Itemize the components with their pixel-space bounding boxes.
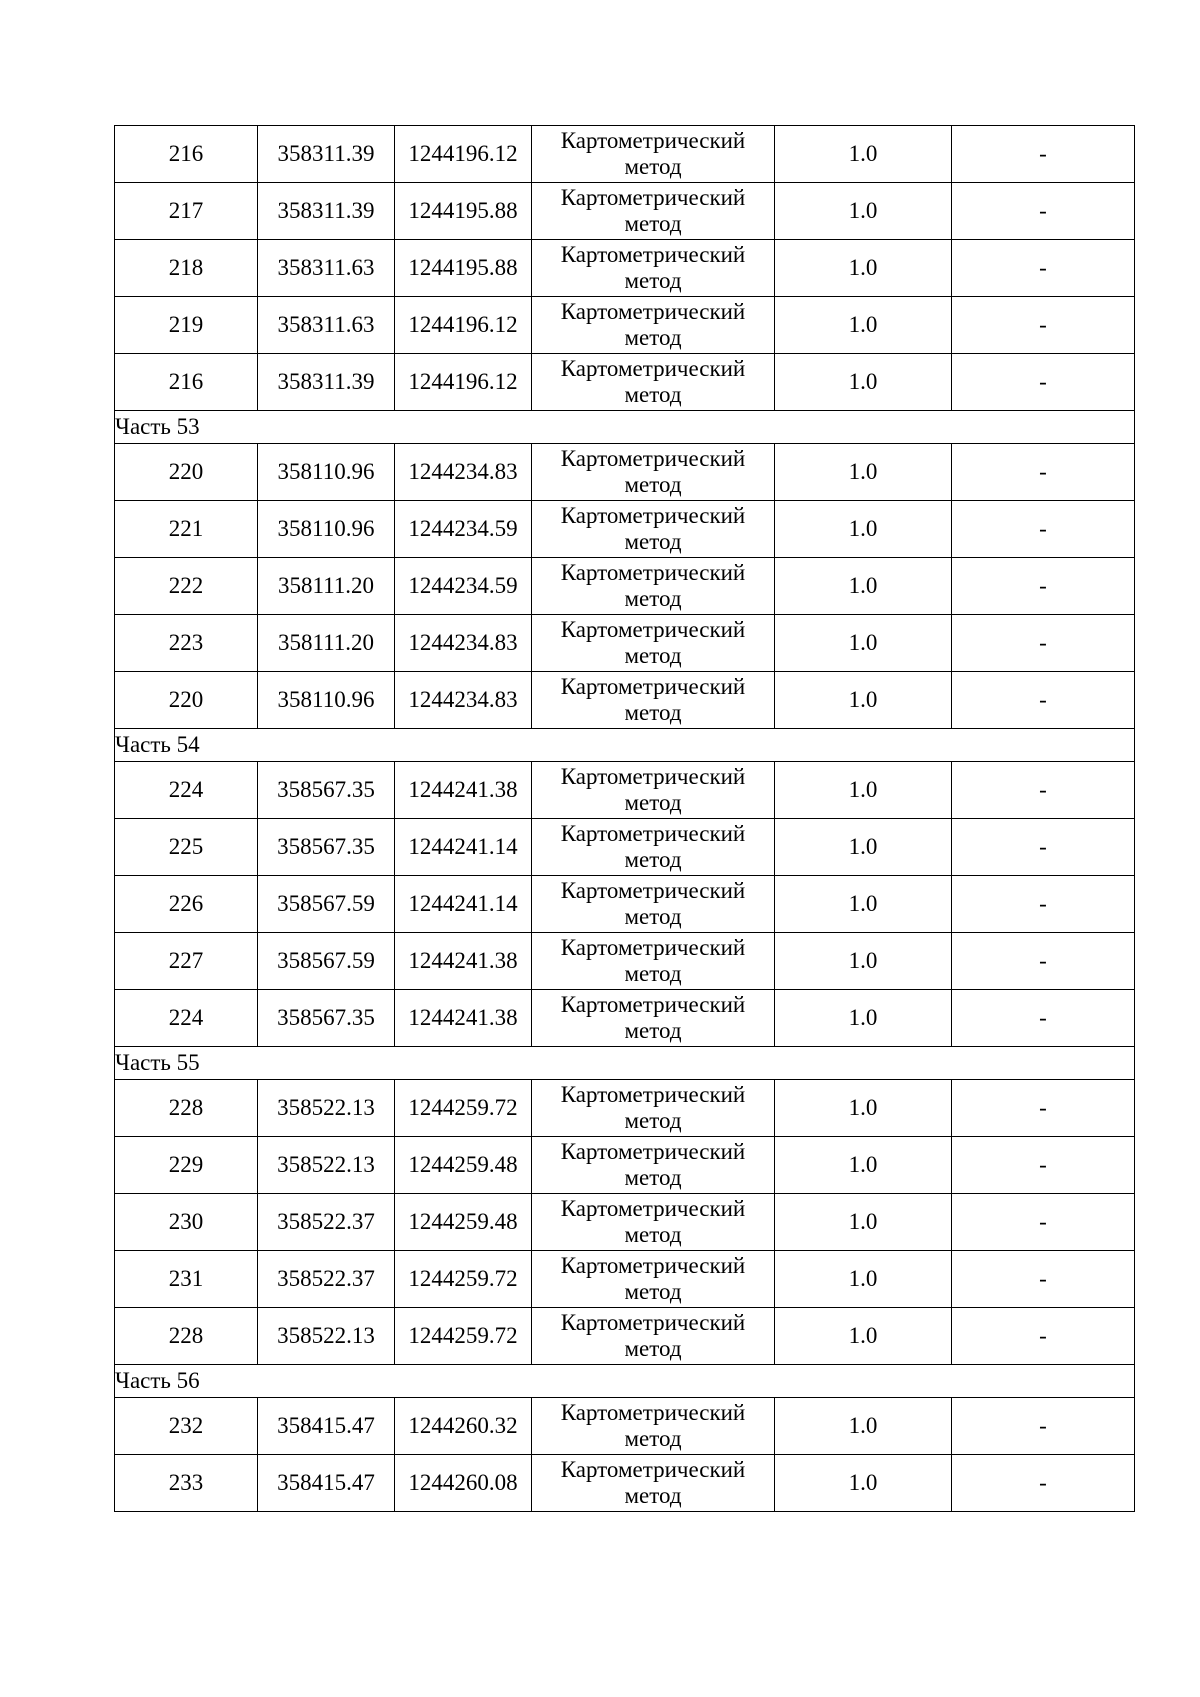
y-coordinate-cell: 1244196.12 [395, 297, 532, 354]
method-cell [532, 990, 775, 1047]
part-header-row [115, 1047, 1135, 1080]
y-coordinate-cell: 1244259.72 [395, 1080, 532, 1137]
accuracy-cell: 1.0 [775, 876, 952, 933]
accuracy-cell: 1.0 [775, 297, 952, 354]
method-cell [532, 876, 775, 933]
part-header-row [115, 411, 1135, 444]
x-coordinate-cell: 358415.47 [258, 1455, 395, 1512]
x-coordinate-cell: 358522.13 [258, 1308, 395, 1365]
accuracy-cell: 1.0 [775, 672, 952, 729]
y-coordinate-cell: 1244260.32 [395, 1398, 532, 1455]
part-header-row [115, 1365, 1135, 1398]
method-cell [532, 1308, 775, 1365]
table-row [115, 297, 1135, 354]
note-cell: - [952, 615, 1135, 672]
point-number-cell: 231 [115, 1251, 258, 1308]
point-number-cell: 228 [115, 1080, 258, 1137]
method-cell [532, 1194, 775, 1251]
x-coordinate-cell: 358311.39 [258, 183, 395, 240]
note-cell: - [952, 501, 1135, 558]
accuracy-cell: 1.0 [775, 183, 952, 240]
point-number-cell: 228 [115, 1308, 258, 1365]
x-coordinate-cell: 358311.63 [258, 297, 395, 354]
method-cell [532, 297, 775, 354]
note-cell: - [952, 672, 1135, 729]
note-cell: - [952, 297, 1135, 354]
table-row [115, 183, 1135, 240]
point-number-cell: 221 [115, 501, 258, 558]
table-row [115, 501, 1135, 558]
accuracy-cell: 1.0 [775, 501, 952, 558]
note-cell: - [952, 1455, 1135, 1512]
x-coordinate-cell: 358311.63 [258, 240, 395, 297]
x-coordinate-cell: 358110.96 [258, 501, 395, 558]
method-text: Картометрический метод [560, 1196, 746, 1247]
note-cell: - [952, 819, 1135, 876]
point-number-cell: 216 [115, 126, 258, 183]
method-cell [532, 444, 775, 501]
x-coordinate-cell: 358567.35 [258, 762, 395, 819]
note-cell: - [952, 933, 1135, 990]
table-row [115, 558, 1135, 615]
accuracy-cell: 1.0 [775, 762, 952, 819]
y-coordinate-cell: 1244234.83 [395, 672, 532, 729]
point-number-cell: 218 [115, 240, 258, 297]
accuracy-cell: 1.0 [775, 1308, 952, 1365]
method-cell [532, 1080, 775, 1137]
point-number-cell: 229 [115, 1137, 258, 1194]
method-text: Картометрический метод [560, 560, 746, 611]
method-cell [532, 1251, 775, 1308]
note-cell: - [952, 1194, 1135, 1251]
table-row [115, 354, 1135, 411]
method-cell [532, 126, 775, 183]
y-coordinate-cell: 1244195.88 [395, 240, 532, 297]
table-row [115, 990, 1135, 1047]
note-cell: - [952, 762, 1135, 819]
x-coordinate-cell: 358110.96 [258, 672, 395, 729]
note-cell: - [952, 876, 1135, 933]
method-text: Картометрический метод [560, 1139, 746, 1190]
table-row [115, 819, 1135, 876]
table-row [115, 1194, 1135, 1251]
table-row [115, 126, 1135, 183]
note-cell: - [952, 1080, 1135, 1137]
point-number-cell: 233 [115, 1455, 258, 1512]
method-text: Картометрический метод [560, 299, 746, 350]
point-number-cell: 224 [115, 762, 258, 819]
table-row [115, 1137, 1135, 1194]
accuracy-cell: 1.0 [775, 1398, 952, 1455]
y-coordinate-cell: 1244259.48 [395, 1137, 532, 1194]
table-row [115, 1308, 1135, 1365]
table-row [115, 876, 1135, 933]
point-number-cell: 232 [115, 1398, 258, 1455]
y-coordinate-cell: 1244259.72 [395, 1308, 532, 1365]
x-coordinate-cell: 358522.13 [258, 1080, 395, 1137]
accuracy-cell: 1.0 [775, 444, 952, 501]
method-text: Картометрический метод [560, 764, 746, 815]
method-text: Картометрический метод [560, 356, 746, 407]
method-text: Картометрический метод [560, 446, 746, 497]
table-row [115, 1398, 1135, 1455]
table-row [115, 615, 1135, 672]
point-number-cell: 230 [115, 1194, 258, 1251]
accuracy-cell: 1.0 [775, 240, 952, 297]
method-text: Картометрический метод [560, 992, 746, 1043]
method-cell [532, 354, 775, 411]
note-cell: - [952, 558, 1135, 615]
method-cell [532, 240, 775, 297]
method-cell [532, 183, 775, 240]
part-title: Часть 55 [115, 1047, 1135, 1080]
table-row [115, 1251, 1135, 1308]
y-coordinate-cell: 1244241.14 [395, 876, 532, 933]
accuracy-cell: 1.0 [775, 933, 952, 990]
method-cell [532, 1455, 775, 1512]
x-coordinate-cell: 358522.37 [258, 1251, 395, 1308]
x-coordinate-cell: 358567.35 [258, 819, 395, 876]
note-cell: - [952, 354, 1135, 411]
point-number-cell: 216 [115, 354, 258, 411]
note-cell: - [952, 444, 1135, 501]
table-row [115, 933, 1135, 990]
method-cell [532, 558, 775, 615]
x-coordinate-cell: 358311.39 [258, 126, 395, 183]
method-text: Картометрический метод [560, 242, 746, 293]
method-text: Картометрический метод [560, 1082, 746, 1133]
note-cell: - [952, 990, 1135, 1047]
accuracy-cell: 1.0 [775, 1137, 952, 1194]
accuracy-cell: 1.0 [775, 615, 952, 672]
method-cell [532, 615, 775, 672]
table-row [115, 1080, 1135, 1137]
y-coordinate-cell: 1244241.38 [395, 933, 532, 990]
table-row [115, 240, 1135, 297]
y-coordinate-cell: 1244234.83 [395, 444, 532, 501]
method-cell [532, 1398, 775, 1455]
y-coordinate-cell: 1244260.08 [395, 1455, 532, 1512]
coordinates-table-body [115, 126, 1135, 1512]
point-number-cell: 220 [115, 672, 258, 729]
y-coordinate-cell: 1244234.59 [395, 501, 532, 558]
point-number-cell: 220 [115, 444, 258, 501]
accuracy-cell: 1.0 [775, 819, 952, 876]
point-number-cell: 224 [115, 990, 258, 1047]
part-header-row [115, 729, 1135, 762]
y-coordinate-cell: 1244259.72 [395, 1251, 532, 1308]
point-number-cell: 223 [115, 615, 258, 672]
x-coordinate-cell: 358522.37 [258, 1194, 395, 1251]
accuracy-cell: 1.0 [775, 1251, 952, 1308]
method-cell [532, 933, 775, 990]
method-cell [532, 762, 775, 819]
point-number-cell: 225 [115, 819, 258, 876]
x-coordinate-cell: 358415.47 [258, 1398, 395, 1455]
note-cell: - [952, 1398, 1135, 1455]
point-number-cell: 222 [115, 558, 258, 615]
method-cell [532, 1137, 775, 1194]
method-text: Картометрический метод [560, 821, 746, 872]
x-coordinate-cell: 358111.20 [258, 615, 395, 672]
part-title: Часть 54 [115, 729, 1135, 762]
y-coordinate-cell: 1244195.88 [395, 183, 532, 240]
x-coordinate-cell: 358522.13 [258, 1137, 395, 1194]
table-row [115, 444, 1135, 501]
note-cell: - [952, 126, 1135, 183]
coordinates-table [114, 125, 1135, 1512]
table-row [115, 672, 1135, 729]
accuracy-cell: 1.0 [775, 1194, 952, 1251]
x-coordinate-cell: 358567.35 [258, 990, 395, 1047]
method-cell [532, 672, 775, 729]
accuracy-cell: 1.0 [775, 354, 952, 411]
part-title: Часть 56 [115, 1365, 1135, 1398]
method-cell [532, 819, 775, 876]
method-text: Картометрический метод [560, 617, 746, 668]
table-row [115, 762, 1135, 819]
accuracy-cell: 1.0 [775, 1455, 952, 1512]
accuracy-cell: 1.0 [775, 1080, 952, 1137]
y-coordinate-cell: 1244234.83 [395, 615, 532, 672]
x-coordinate-cell: 358110.96 [258, 444, 395, 501]
method-cell [532, 501, 775, 558]
method-text: Картометрический метод [560, 1310, 746, 1361]
method-text: Картометрический метод [560, 1253, 746, 1304]
y-coordinate-cell: 1244196.12 [395, 354, 532, 411]
y-coordinate-cell: 1244196.12 [395, 126, 532, 183]
method-text: Картометрический метод [560, 674, 746, 725]
point-number-cell: 226 [115, 876, 258, 933]
method-text: Картометрический метод [560, 878, 746, 929]
method-text: Картометрический метод [560, 128, 746, 179]
note-cell: - [952, 240, 1135, 297]
point-number-cell: 219 [115, 297, 258, 354]
accuracy-cell: 1.0 [775, 990, 952, 1047]
y-coordinate-cell: 1244241.38 [395, 762, 532, 819]
table-row [115, 1455, 1135, 1512]
method-text: Картометрический метод [560, 503, 746, 554]
x-coordinate-cell: 358567.59 [258, 933, 395, 990]
note-cell: - [952, 1308, 1135, 1365]
method-text: Картометрический метод [560, 185, 746, 236]
y-coordinate-cell: 1244234.59 [395, 558, 532, 615]
y-coordinate-cell: 1244241.14 [395, 819, 532, 876]
note-cell: - [952, 1137, 1135, 1194]
method-text: Картометрический метод [560, 935, 746, 986]
point-number-cell: 227 [115, 933, 258, 990]
note-cell: - [952, 183, 1135, 240]
x-coordinate-cell: 358111.20 [258, 558, 395, 615]
y-coordinate-cell: 1244241.38 [395, 990, 532, 1047]
method-text: Картометрический метод [560, 1457, 746, 1508]
x-coordinate-cell: 358311.39 [258, 354, 395, 411]
x-coordinate-cell: 358567.59 [258, 876, 395, 933]
note-cell: - [952, 1251, 1135, 1308]
accuracy-cell: 1.0 [775, 558, 952, 615]
part-title: Часть 53 [115, 411, 1135, 444]
y-coordinate-cell: 1244259.48 [395, 1194, 532, 1251]
point-number-cell: 217 [115, 183, 258, 240]
accuracy-cell: 1.0 [775, 126, 952, 183]
method-text: Картометрический метод [560, 1400, 746, 1451]
